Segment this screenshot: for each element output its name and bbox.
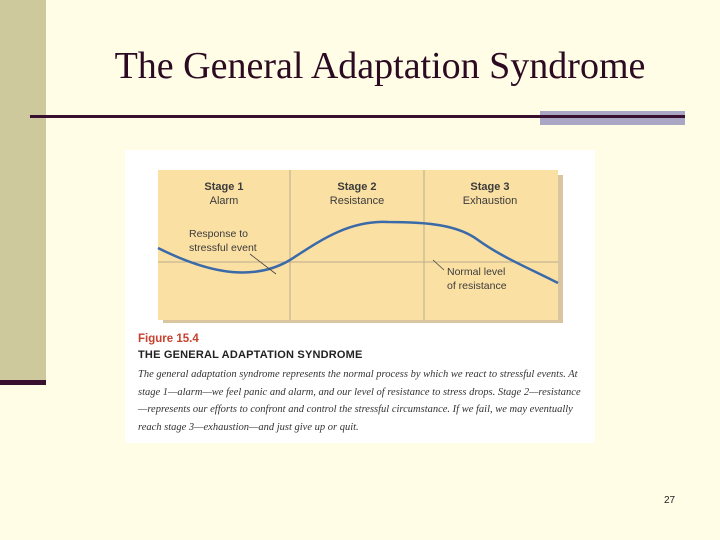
title-rule-accent [540,111,685,125]
stage-1-number: Stage 1 [204,181,244,193]
figure-label: Figure 15.4 [138,333,199,345]
title-rule [30,115,685,118]
diagram-shadow-bottom [163,320,563,323]
slide-title: The General Adaptation Syndrome [114,45,646,87]
slide-number: 27 [664,495,676,506]
response-label-line1: Response to [189,228,248,240]
normal-label-line2: of resistance [447,280,507,292]
figure-caption: The general adaptation syndrome represents the normal process by which we react to stressful events. At stage 1—alarm—we feel panic and alarm, and our level of resistance to stress drops. Stage 2—resistance—represents our efforts to confront and control the stressful circumstance. If we fail, we may eventually reach stage 3—exhaustion—and just give up or quit. [138,369,581,433]
stage-3-number: Stage 3 [470,181,510,193]
left-decorative-band [0,0,46,385]
figure-heading: THE GENERAL ADAPTATION SYNDROME [138,349,363,361]
left-band-accent [0,380,46,385]
stage-3-name: Exhaustion [462,195,518,207]
stage-2-number: Stage 2 [337,181,377,193]
gas-diagram [158,170,558,320]
response-label-line2: stressful event [189,242,257,254]
stage-1-name: Alarm [209,195,239,207]
stage-2-name: Resistance [329,195,385,207]
diagram-shadow-right [558,175,563,323]
normal-label-line1: Normal level [447,266,506,278]
